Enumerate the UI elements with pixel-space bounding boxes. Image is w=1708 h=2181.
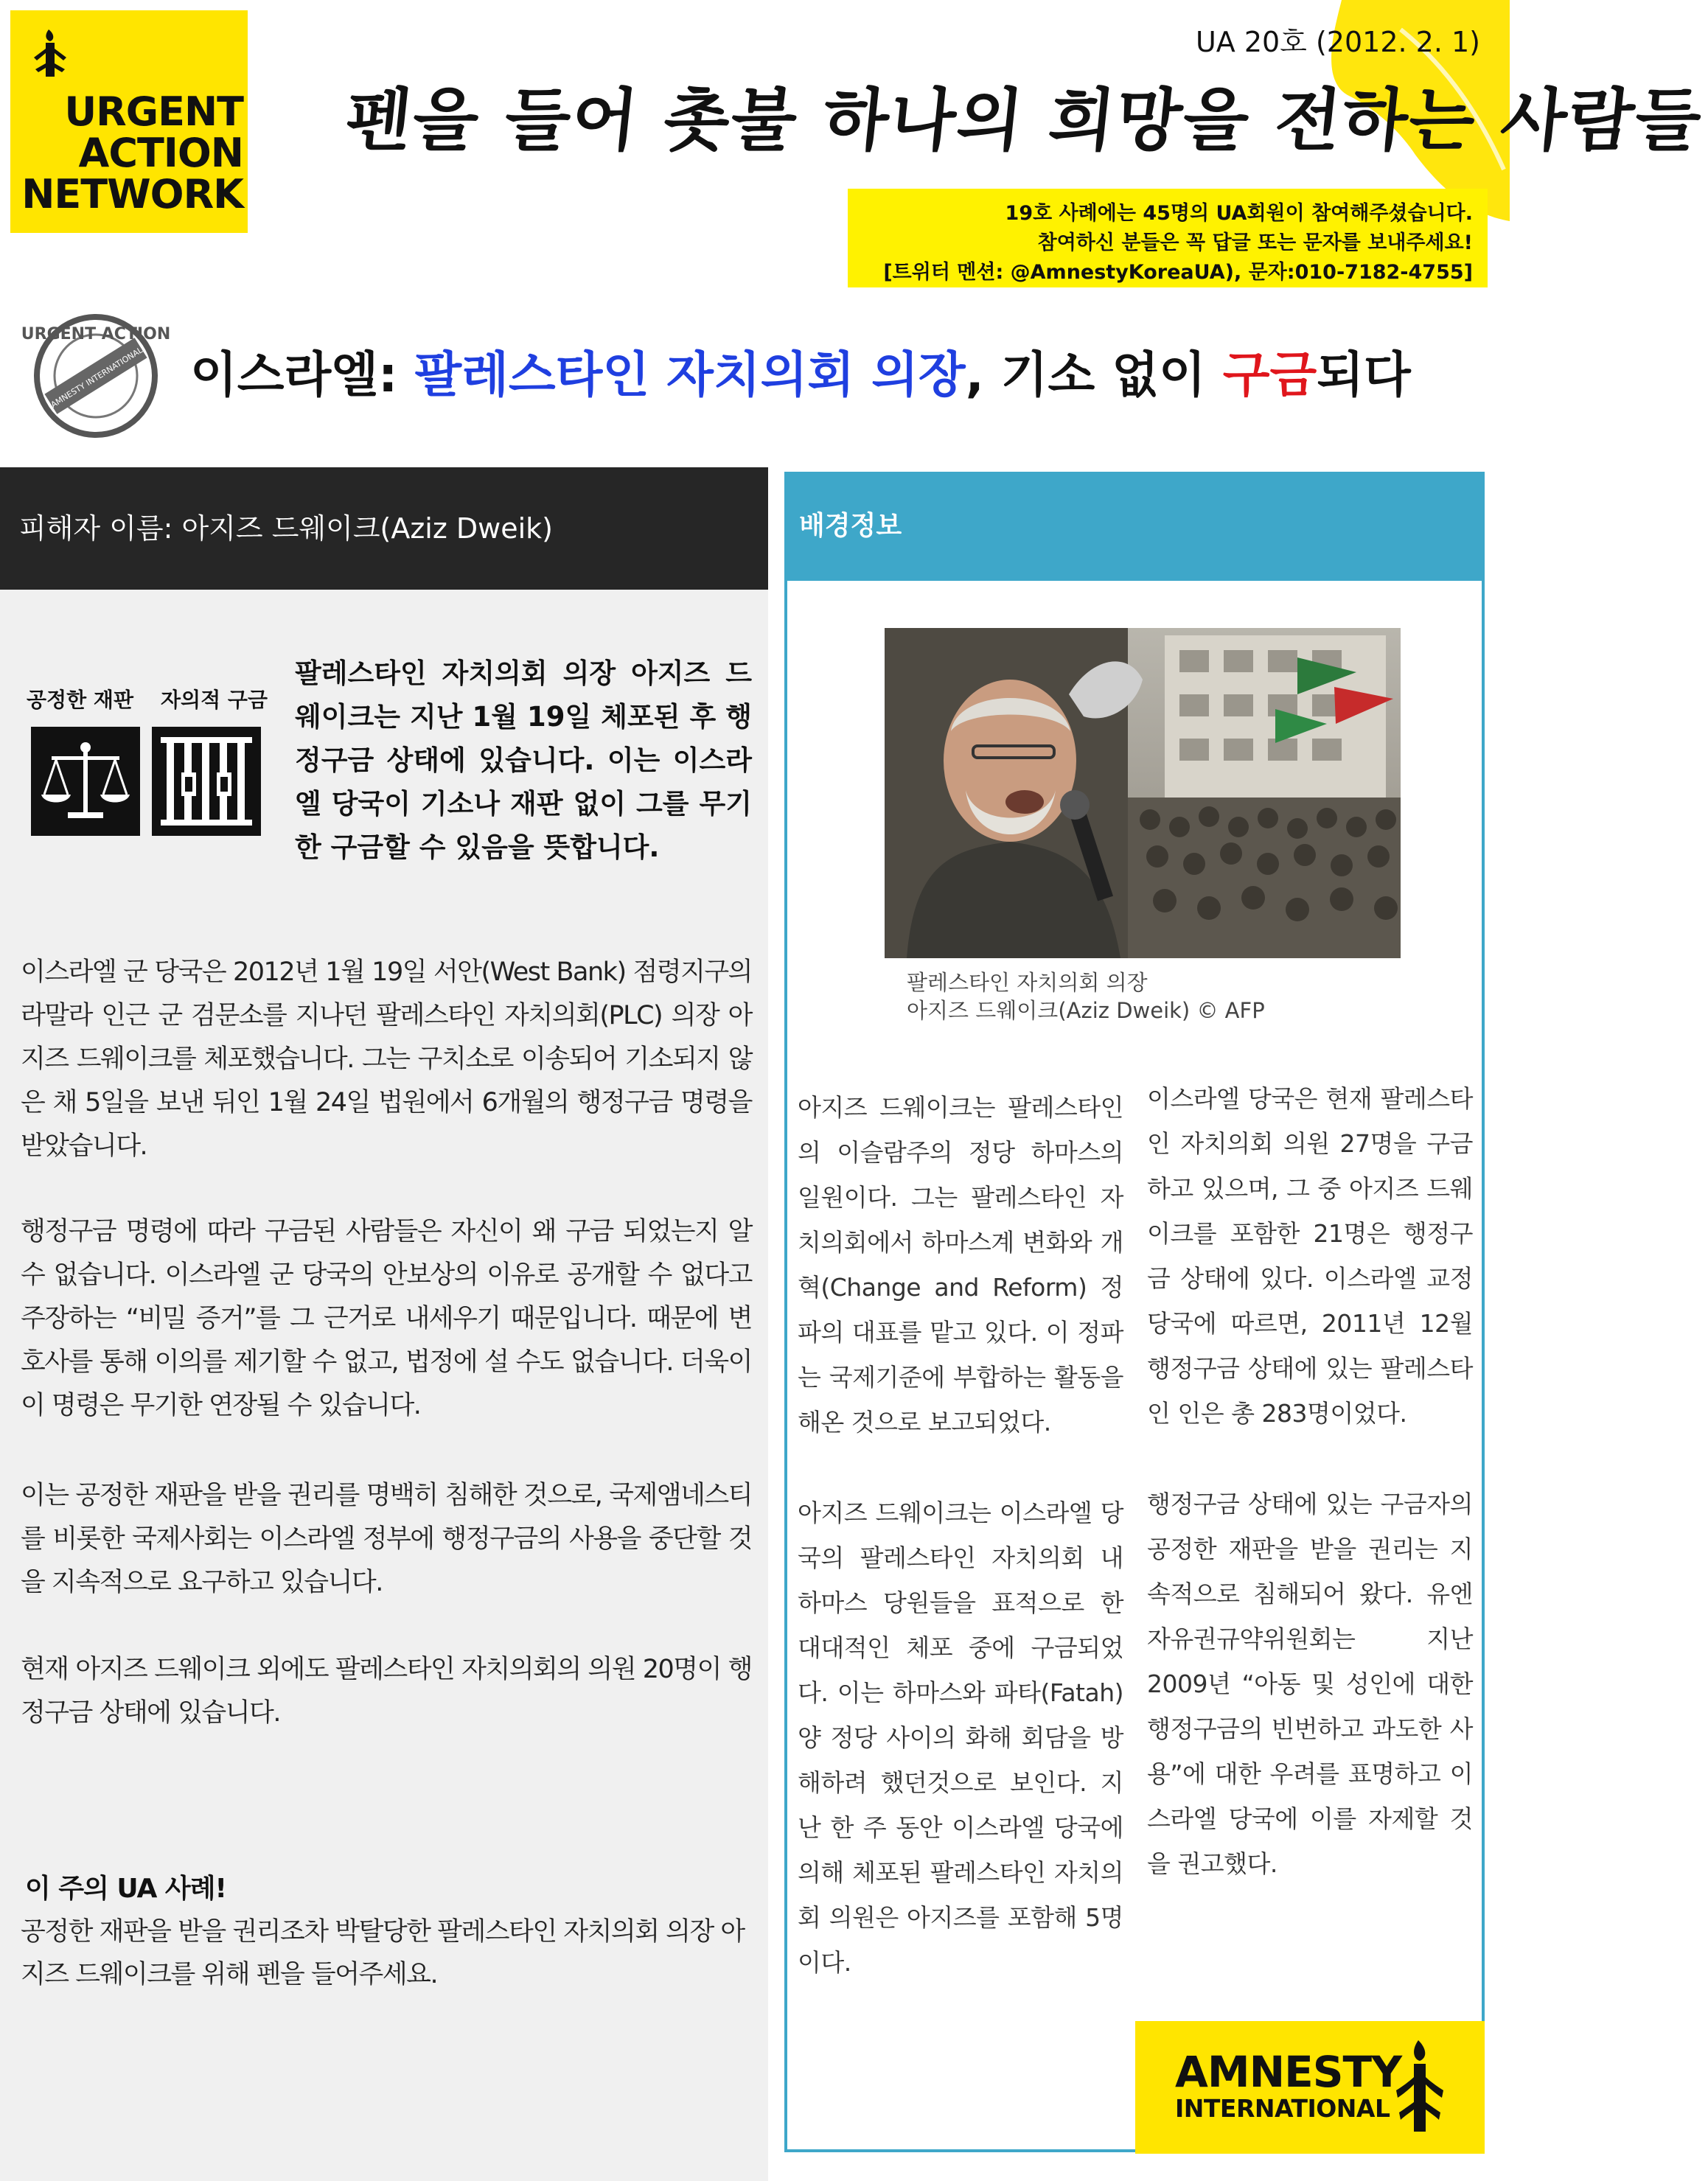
stamp-outer-text: URGENT ACTION bbox=[21, 325, 171, 343]
participation-notice bbox=[848, 189, 1488, 287]
prison-bars-icon bbox=[152, 727, 261, 836]
candle-icon bbox=[29, 28, 71, 84]
body-paragraph-3: 이는 공정한 재판을 받을 권리를 명백히 침해한 것으로, 국제앰네스티를 비롯한 국제사회는 이스라엘 정부에 행정구금의 사용을 중단할 것을 지속적으로 요구하고 있습니다. bbox=[21, 1481, 752, 1597]
arbitrary-detention-label: 자의적 구금 bbox=[161, 688, 268, 712]
urgent-action-network-logo bbox=[10, 10, 248, 233]
page-title bbox=[190, 335, 1411, 405]
stamp-band-text: AMNESTY INTERNATIONAL bbox=[49, 345, 144, 410]
icon-labels bbox=[27, 684, 268, 713]
background-paragraph-4: 행정구금 상태에 있는 구금자의 공정한 재판을 받을 권리는 지속적으로 침해되어 왔다. 유엔 자유권규약위원회는 지난 2009년 “아동 및 성인에 대한 행정구금의 빈번하고 과도한 사용”에 대한 우려를 표명하고 이스라엘 당국에 이를 자제할 것을 권고했다. bbox=[1147, 1490, 1473, 1878]
issue-label: UA 20호 (2012. 2. 1) bbox=[1195, 26, 1480, 58]
logo-line-2: ACTION bbox=[78, 130, 243, 176]
fair-trial-label: 공정한 재판 bbox=[27, 688, 133, 712]
title-part-2: 팔레스타인 자치의회 의장 bbox=[414, 346, 966, 403]
title-part-4: 구금 bbox=[1222, 346, 1317, 403]
urgent-action-stamp-icon bbox=[21, 310, 171, 442]
photo-caption bbox=[907, 969, 1265, 1025]
background-paragraph-1: 아지즈 드웨이크는 팔레스타인의 이슬람주의 정당 하마스의 일원이다. 그는 팔레스타인 자치의회에서 하마스계 변화와 개혁(Change and Reform) 정파의 대표를 맡고 있다. 이 정파는 국제기준에 부합하는 활동을 해온 것으로 보고되었다. bbox=[798, 1093, 1123, 1437]
ua-of-the-week-heading: 이 주의 UA 사례! bbox=[25, 1874, 226, 1904]
scales-of-justice-icon bbox=[31, 727, 140, 836]
amnesty-international-logo bbox=[1135, 2021, 1485, 2154]
notice-line-2: 참여하신 분들은 꼭 답글 또는 문자를 보내주세요! bbox=[1037, 231, 1473, 254]
body-paragraph-4: 현재 아지즈 드웨이크 외에도 팔레스타인 자치의회의 의원 20명이 행정구금 상태에 있습니다. bbox=[21, 1655, 752, 1728]
ua-of-the-week-text: 공정한 재판을 받을 권리조차 박탈당한 팔레스타인 자치의회 의장 아지즈 드웨이크를 위해 펜을 들어주세요. bbox=[21, 1917, 745, 1989]
body-paragraph-1: 이스라엘 군 당국은 2012년 1월 19일 서안(West Bank) 점령지구의 라말라 인근 군 검문소를 지나던 팔레스타인 자치의회(PLC) 의장 아지즈 드웨이크를 체포했습니다. 그는 구치소로 이송되어 기소되지 않은 채 5일을 보낸 뒤인 1월 24일 법원에서 6개월의 행정구금 명령을 받았습니다. bbox=[21, 957, 752, 1161]
title-part-3: , 기소 없이 bbox=[965, 346, 1223, 403]
logo-line-1: URGENT bbox=[64, 88, 243, 135]
background-paragraph-3: 아지즈 드웨이크는 이스라엘 당국의 팔레스타인 자치의회 내 하마스 당원들을 표적으로 한 대대적인 체포 중에 구금되었다. 이는 하마스와 파타(Fatah) 양 정당 사이의 화해 회담을 방해하려 했던것으로 보인다. 지난 한 주 동안 이스라엘 당국에 의해 체포된 팔레스타인 자치의회 의원은 아지즈를 포함해 5명이다. bbox=[798, 1498, 1123, 1977]
amnesty-logo-line-1: AMNESTY bbox=[1175, 2047, 1402, 2097]
body-paragraph-2: 행정구금 명령에 따라 구금된 사람들은 자신이 왜 구금 되었는지 알 수 없습니다. 이스라엘 군 당국의 안보상의 이유로 공개할 수 없다고 주장하는 “비밀 증거”를 그 근거로 내세우기 때문입니다. 때문에 변호사를 통해 이의를 제기할 수 없고, 법정에 설 수도 없습니다. 더욱이 이 명령은 무기한 연장될 수 있습니다. bbox=[21, 1217, 752, 1420]
amnesty-candle-icon bbox=[1393, 2039, 1446, 2139]
slogan: 펜을 들어 촛불 하나의 희망을 전하는 사람들 bbox=[341, 80, 1707, 160]
caption-line-2: 아지즈 드웨이크(Aziz Dweik) © AFP bbox=[907, 998, 1265, 1023]
logo-line-3: NETWORK bbox=[21, 171, 243, 217]
victim-name-header: 피해자 이름: 아지즈 드웨이크(Aziz Dweik) bbox=[0, 467, 768, 590]
amnesty-logo-line-2: INTERNATIONAL bbox=[1175, 2094, 1390, 2123]
notice-line-3: [트위터 멘션: @AmnestyKoreaUA), 문자:010-7182-4755] bbox=[883, 261, 1473, 284]
background-info-header: 배경정보 bbox=[784, 472, 1485, 581]
title-part-1: 이스라엘: bbox=[190, 346, 415, 403]
notice-line-1: 19호 사례에는 45명의 UA회원이 참여해주셨습니다. bbox=[1005, 202, 1473, 225]
caption-line-1: 팔레스타인 자치의회 의장 bbox=[907, 970, 1148, 995]
aziz-dweik-photo bbox=[885, 628, 1401, 958]
background-paragraph-2: 이스라엘 당국은 현재 팔레스타인 자치의회 의원 27명을 구금하고 있으며, 그 중 아지즈 드웨이크를 포함한 21명은 행정구금 상태에 있다. 이스라엘 교정당국에 따르면, 2011년 12월 행정구금 상태에 있는 팔레스타인 인은 총 283명이었다. bbox=[1147, 1084, 1473, 1428]
intro-summary: 팔레스타인 자치의회 의장 아지즈 드웨이크는 지난 1월 19일 체포된 후 행정구금 상태에 있습니다. 이는 이스라엘 당국이 기소나 재판 없이 그를 무기한 구금할 수 있음을 뜻합니다. bbox=[295, 657, 752, 863]
title-part-5: 되다 bbox=[1317, 346, 1411, 403]
